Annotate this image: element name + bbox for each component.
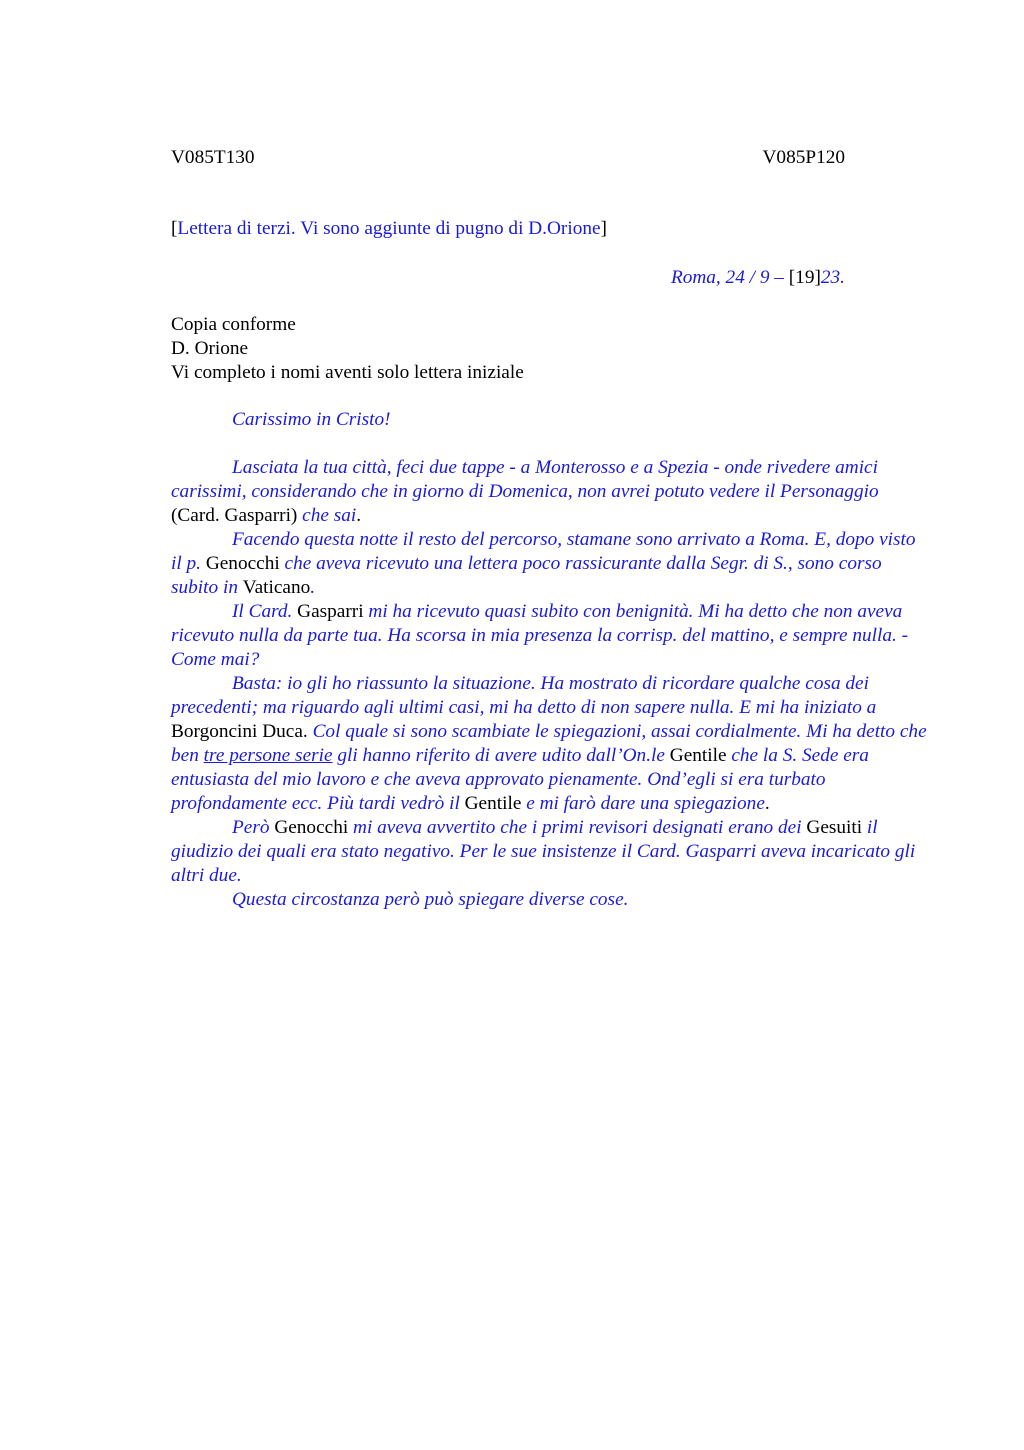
plain-text-run: Vaticano <box>242 577 311 598</box>
italic-text-run: e mi farò dare una spiegazione <box>526 793 765 814</box>
italic-text-run: Facendo questa notte il resto del percorso, stamane sono arrivato a Roma. E, dopo visto il p. <box>171 529 916 574</box>
document-header <box>171 146 845 170</box>
italic-text-run: che sai <box>302 505 357 526</box>
plain-text-run: . <box>356 505 362 526</box>
date-year: 23. <box>820 267 845 288</box>
letter-paragraph <box>171 816 927 888</box>
note-close-bracket: ] <box>600 218 607 239</box>
note-text: Lettera di terzi. Vi sono aggiunte di pugno di D.Orione <box>177 218 601 239</box>
italic-text-run: . <box>310 577 316 598</box>
date-bracket: [19] <box>788 267 821 288</box>
plain-text-run: Gasparri <box>297 601 369 622</box>
letter-paragraph <box>171 600 927 672</box>
italic-text-run: Col quale si sono scambiate le spiegazioni, assai cordialmente. Mi ha detto che ben <box>171 721 927 766</box>
copy-note-line: Vi completo i nomi aventi solo lettera iniziale <box>171 362 524 383</box>
note-open-bracket: [ <box>171 218 178 239</box>
date-place-day: Roma, 24 / 9 – <box>670 267 789 288</box>
plain-text-run: Gentile <box>669 745 732 766</box>
copy-note-line: Copia conforme <box>171 314 296 335</box>
plain-text-run: (Card. Gasparri) <box>171 505 303 526</box>
copy-note-line: D. Orione <box>171 338 249 359</box>
letter-paragraph <box>171 888 927 912</box>
italic-text-run: Lasciata la tua città, feci due tappe - a Monterosso e a Spezia - onde rivedere amici carissimi, considerando che in giorno di Domenica, non avrei potuto vedere il Personaggio <box>171 457 879 502</box>
italic-text-run: che aveva ricevuto una lettera poco rassicurante dalla Segr. di S., sono corso subito in <box>171 553 882 598</box>
salutation: Carissimo in Cristo! <box>232 409 391 430</box>
plain-text-run: Gesuiti <box>806 817 867 838</box>
plain-text-run: Genocchi <box>205 553 285 574</box>
italic-text-run: il giudizio dei quali era stato negativo. Per le sue insistenze il Card. Gasparri aveva incaricato gli altri due. <box>171 817 916 886</box>
plain-text-run: Gentile <box>464 793 527 814</box>
left-code: V085T130 <box>171 147 255 168</box>
letter-paragraph <box>171 528 927 600</box>
italic-text-run: Il Card. <box>232 601 298 622</box>
italic-text-run: gli hanno riferito di avere udito dall’On.le <box>332 745 670 766</box>
letter-date <box>171 266 845 290</box>
italic-text-run: mi ha ricevuto quasi subito con benignità. Mi ha detto che non aveva ricevuto nulla da parte tua. Ha scorsa in mia presenza la corrisp. del mattino, e sempre nulla. - Come mai? <box>171 601 909 670</box>
plain-text-run: Genocchi <box>274 817 354 838</box>
letter-body <box>171 456 927 912</box>
copy-notes <box>171 313 524 385</box>
italic-text-run: Basta: io gli ho riassunto la situazione. Ha mostrato di ricordare qualche cosa dei precedenti; ma riguardo agli ultimi casi, mi ha detto di non sapere nulla. E mi ha iniziato a <box>171 673 877 718</box>
italic-text-run: che la S. Sede era entusiasta del mio lavoro e che aveva approvato pienamente. Ond’egli si era turbato profondamente ecc. Più tardi vedrò il <box>171 745 869 814</box>
plain-text-run: . <box>764 793 770 814</box>
underlined-text-run: tre persone serie <box>203 745 333 766</box>
plain-text-run: Borgoncini Duca. <box>171 721 313 742</box>
right-code: V085P120 <box>762 147 845 168</box>
letter-paragraph <box>171 456 927 528</box>
italic-text-run: Questa circostanza però può spiegare diverse cose. <box>232 889 629 910</box>
letter-paragraph <box>171 672 927 816</box>
italic-text-run: mi aveva avvertito che i primi revisori designati erano dei <box>353 817 807 838</box>
editorial-note <box>171 217 607 241</box>
italic-text-run: Però <box>232 817 275 838</box>
